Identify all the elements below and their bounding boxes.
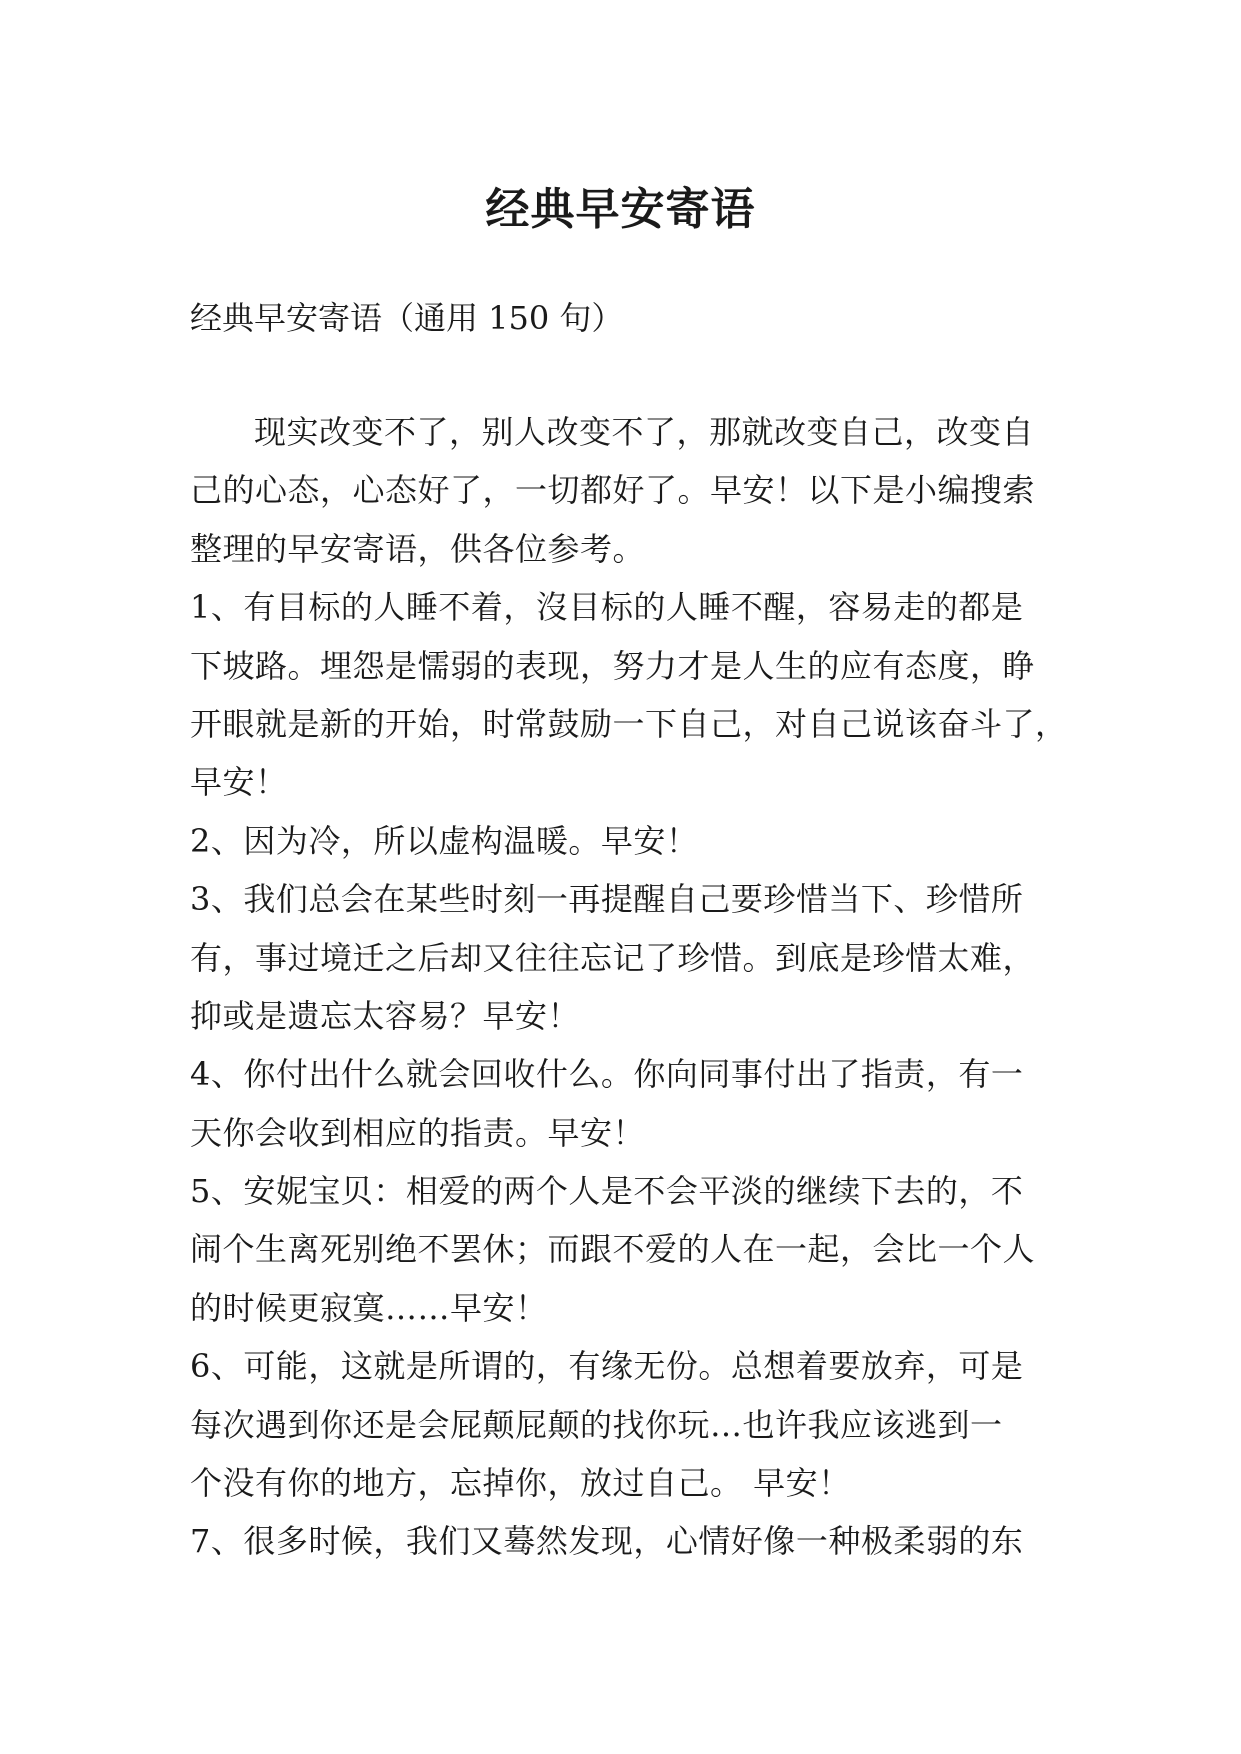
text-line: 4、你付出什么就会回收什么。你向同事付出了指责，有一 [190, 1055, 1024, 1094]
text-line: 2、因为冷，所以虚构温暖。早安！ [190, 821, 699, 860]
text-line: 天你会收到相应的指责。早安！ [190, 1113, 646, 1152]
list-item [190, 1045, 1090, 1162]
document-title: 经典早安寄语 [485, 184, 756, 236]
text-line: 抑或是遗忘太容易？早安！ [190, 996, 581, 1035]
list-item [190, 870, 1090, 1045]
text-line: 下坡路。埋怨是懦弱的表现，努力才是人生的应有态度，睁 [190, 646, 1036, 685]
text-line: 5、安妮宝贝：相爱的两个人是不会平淡的继续下去的，不 [190, 1172, 1024, 1211]
text-line: 己的心态，心态好了，一切都好了。早安！以下是小编搜索 [190, 471, 1036, 510]
list-item [190, 1337, 1090, 1512]
list-item [190, 1512, 1090, 1570]
text-line: 6、可能，这就是所谓的，有缘无份。总想着要放弃，可是 [190, 1347, 1024, 1386]
text-line: 3、我们总会在某些时刻一再提醒自己要珍惜当下、珍惜所 [190, 880, 1024, 919]
list-item [190, 812, 1090, 870]
document-subtitle: 经典早安寄语（通用 150 句） [190, 299, 624, 337]
text-line: 每次遇到你还是会屁颠屁颠的找你玩…也许我应该逃到一 [190, 1405, 1003, 1444]
intro-paragraph [190, 403, 1090, 578]
text-line: 7、很多时候，我们又蓦然发现，心情好像一种极柔弱的东 [190, 1522, 1024, 1561]
list-item [190, 578, 1090, 812]
text-line: 有，事过境迁之后却又往往忘记了珍惜。到底是珍惜太难， [190, 938, 1036, 977]
list-item [190, 1162, 1090, 1337]
text-line: 1、有目标的人睡不着，沒目标的人睡不醒，容易走的都是 [190, 588, 1024, 627]
text-line: 的时候更寂寞……早安！ [190, 1288, 548, 1327]
text-line: 开眼就是新的开始，时常鼓励一下自己，对自己说该奋斗了， [190, 704, 1068, 743]
document-body [190, 403, 1090, 1571]
text-line: 个没有你的地方，忘掉你，放过自己。 早安！ [190, 1464, 851, 1503]
text-line: 现实改变不了，别人改变不了，那就改变自己，改变自 [254, 413, 1035, 451]
text-line: 整理的早安寄语，供各位参考。 [190, 529, 646, 568]
text-line: 闹个生离死别绝不罢休；而跟不爱的人在一起，会比一个人 [190, 1230, 1036, 1269]
text-line: 早安！ [190, 763, 288, 802]
